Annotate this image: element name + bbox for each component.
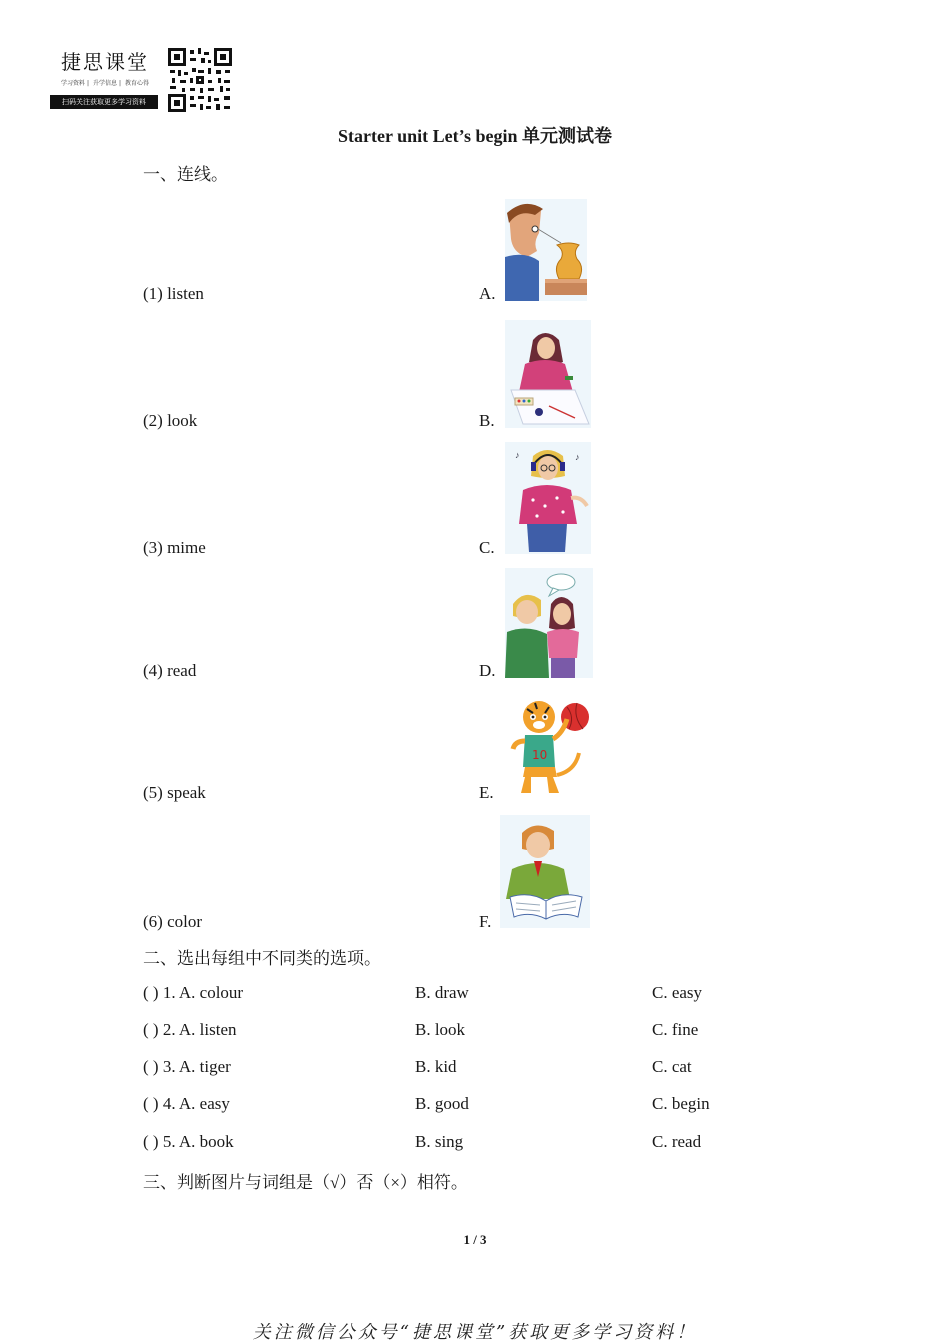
picture-listen-headphones — [505, 442, 591, 554]
logo-tag: 升学信息 — [92, 80, 117, 87]
picture-read-book — [500, 815, 590, 928]
match-word-4: (4) read — [143, 661, 197, 680]
part3-heading: 三、判断图片与词组是（√）否（×）相符。 — [143, 1173, 468, 1192]
picture-color-drawing — [505, 320, 591, 428]
match-word-5: (5) speak — [143, 783, 206, 802]
match-letter-f: F. — [479, 912, 492, 931]
part2-heading: 二、选出每组中不同类的选项。 — [143, 949, 381, 968]
question-option-c: C. cat — [652, 1057, 692, 1076]
question-option-b: B. kid — [415, 1057, 457, 1076]
match-word-1: (1) listen — [143, 284, 204, 303]
brand-logo — [50, 46, 160, 112]
svg-text:♪: ♪ — [575, 452, 580, 462]
match-letter-d: D. — [479, 661, 496, 680]
footer-note: 关注微信公众号“捷思课堂”获取更多学习资料！ — [252, 1322, 698, 1343]
question-option-a: ( ) 1. A. colour — [143, 983, 244, 1002]
match-word-2: (2) look — [143, 411, 198, 430]
question-option-b: B. look — [415, 1020, 466, 1039]
page-title: Starter unit Let’s begin 单元测试卷 — [338, 126, 612, 146]
question-row — [143, 983, 843, 1005]
picture-speak-talking — [505, 568, 593, 678]
svg-text:10: 10 — [532, 748, 548, 762]
question-option-c: C. easy — [652, 983, 703, 1002]
match-letter-a: A. — [479, 284, 496, 303]
question-row — [143, 1094, 843, 1116]
logo-name: 捷思课堂 — [61, 50, 149, 74]
logo-banner: 扫码关注获取更多学习资料 — [50, 95, 158, 109]
question-option-a: ( ) 4. A. easy — [143, 1094, 230, 1113]
question-option-a: ( ) 3. A. tiger — [143, 1057, 231, 1076]
match-letter-c: C. — [479, 538, 495, 557]
question-option-b: B. good — [415, 1094, 469, 1113]
logo-tag: 学习资料 — [61, 80, 86, 87]
part1-heading: 一、连线。 — [143, 165, 228, 184]
question-option-c: C. begin — [652, 1094, 710, 1113]
match-word-6: (6) color — [143, 912, 203, 931]
question-option-b: B. draw — [415, 983, 469, 1002]
question-option-c: C. read — [652, 1132, 702, 1151]
match-word-3: (3) mime — [143, 538, 206, 557]
question-row — [143, 1057, 843, 1079]
match-letter-e: E. — [479, 783, 494, 802]
question-option-a: ( ) 2. A. listen — [143, 1020, 237, 1039]
page-number: 1 / 3 — [463, 1232, 487, 1247]
question-row — [143, 1020, 843, 1042]
picture-mime-tiger — [505, 695, 591, 797]
match-letter-b: B. — [479, 411, 495, 430]
question-row — [143, 1132, 843, 1154]
svg-text:♪: ♪ — [515, 450, 520, 460]
qr-code-icon — [168, 48, 232, 112]
logo-tag: 教育心得 — [124, 80, 149, 87]
picture-look-at-vase — [505, 199, 587, 301]
question-option-b: B. sing — [415, 1132, 464, 1151]
logo-tags: 学习资料 | 升学信息 | 教育心得 — [61, 80, 149, 87]
question-option-c: C. fine — [652, 1020, 699, 1039]
question-option-a: ( ) 5. A. book — [143, 1132, 234, 1151]
